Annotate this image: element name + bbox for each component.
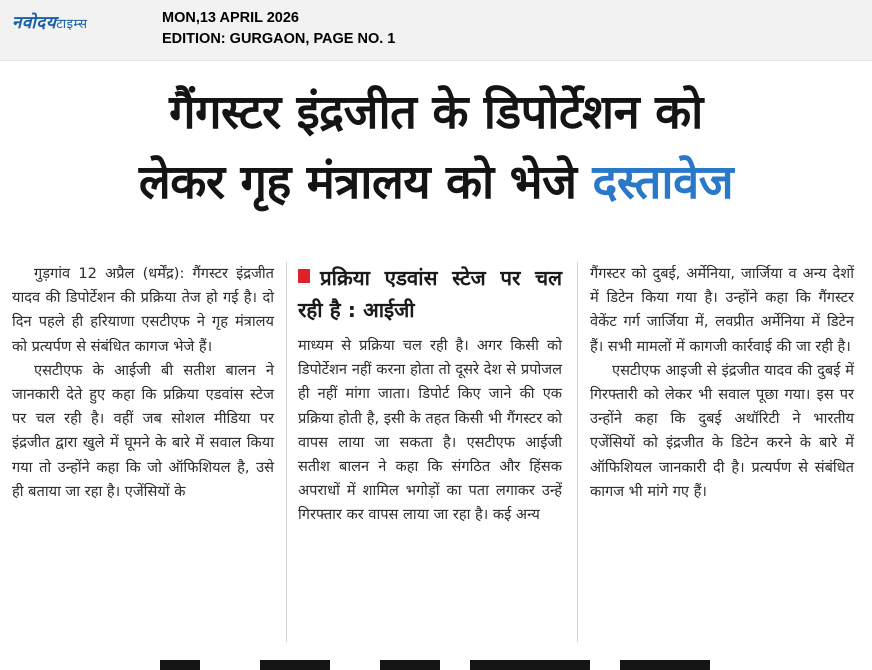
- red-square-icon: [298, 269, 310, 283]
- article-column-2: [298, 262, 562, 528]
- subheading-text: प्रक्रिया एडवांस स्टेज पर चल रही है : आईजी: [298, 266, 562, 322]
- cropped-text-fragment: [260, 660, 330, 670]
- article-column-3: [590, 262, 854, 504]
- next-headline-cropped: [0, 648, 872, 670]
- headline-line1: गैंगस्टर इंद्रजीत के डिपोर्टेशन को: [169, 85, 703, 140]
- newspaper-logo: [12, 10, 88, 33]
- article-paragraph: गैंगस्टर को दुबई, अर्मेनिया, जार्जिया व अन्य देशों में डिटेन किया गया है। उन्होंने कहा कि गैंगस्टर वेकेंट गर्ग जार्जिया में, लवप्रीत अर्मेनिया में डिटेन हैं। सभी मामलों में कागजी कार्रवाई की जा रही है।: [590, 265, 854, 355]
- headline-line2-main: लेकर गृह मंत्रालय को भेजे: [138, 155, 577, 210]
- subheading: [298, 262, 562, 326]
- logo-main: नवोदय: [12, 13, 57, 33]
- column-divider: [577, 262, 578, 642]
- edition-info: [162, 8, 395, 50]
- masthead-bar: [0, 0, 872, 61]
- issue-date: MON,13 APRIL 2026: [162, 10, 299, 26]
- cropped-text-fragment: [160, 660, 200, 670]
- cropped-text-fragment: [620, 660, 710, 670]
- article-paragraph: गुड़गांव 12 अप्रैल (धर्मेंद्र): गैंगस्टर इंद्रजीत यादव की डिपोर्टेशन की प्रक्रिया तेज हो गई है। दो दिन पहले ही हरियाणा एसटीएफ ने गृह मंत्रालय को प्रत्यर्पण से संबंधित कागज भेजे हैं।: [12, 265, 274, 355]
- headline-highlight: दस्तावेज: [592, 155, 734, 210]
- headline-line2: [0, 148, 872, 218]
- cropped-text-fragment: [380, 660, 440, 670]
- column-divider: [286, 262, 287, 642]
- edition-page: EDITION: GURGAON, PAGE NO. 1: [162, 31, 396, 47]
- article-paragraph: एसटीएफ आइजी से इंद्रजीत यादव की दुबई में गिरफ्तारी को लेकर भी सवाल पूछा गया। इस पर उन्होंने कहा कि दुबई अथॉरिटी ने भारतीय एजेंसियों को इंद्रजीत के डिटेन करने के बारे में ऑफिशियल जानकारी दी है। प्रत्यर्पण से संबंधित कागज भी मांगे गए हैं।: [590, 361, 854, 500]
- headline: [0, 78, 872, 218]
- article-paragraph: एसटीएफ के आईजी बी सतीश बालन ने जानकारी देते हुए कहा कि प्रक्रिया एडवांस स्टेज पर चल रही है। वहीं जब सोशल मीडिया पर इंद्रजीत द्वारा खुले में घूमने के बारे में सवाल किया गया तो उन्होंने कहा कि जो ऑफिशियल है, उसे ही बताया जा रहा है। एजेंसियों के: [12, 361, 274, 500]
- cropped-text-fragment: [470, 660, 590, 670]
- logo-sub: टाइम्स: [56, 17, 88, 32]
- article-column-1: [12, 262, 274, 504]
- article-paragraph: माध्यम से प्रक्रिया चल रही है। अगर किसी को डिपोर्टेशन नहीं करना होता तो दूसरे देश से प्रपोजल ही नहीं मांगा जाता। डिपोर्ट किए जाने की एक प्रक्रिया होती है, इसी के तहत किसी भी गैंगस्टर को वापस लाया जा सकता है। एसटीएफ आईजी सतीश बालन ने कहा कि संगठित और हिंसक अपराधों में शामिल भगोड़ों का पता लगाकर उन्हें गिरफ्तार कर वापस लाया जा रहा है। कई अन्य: [298, 337, 562, 524]
